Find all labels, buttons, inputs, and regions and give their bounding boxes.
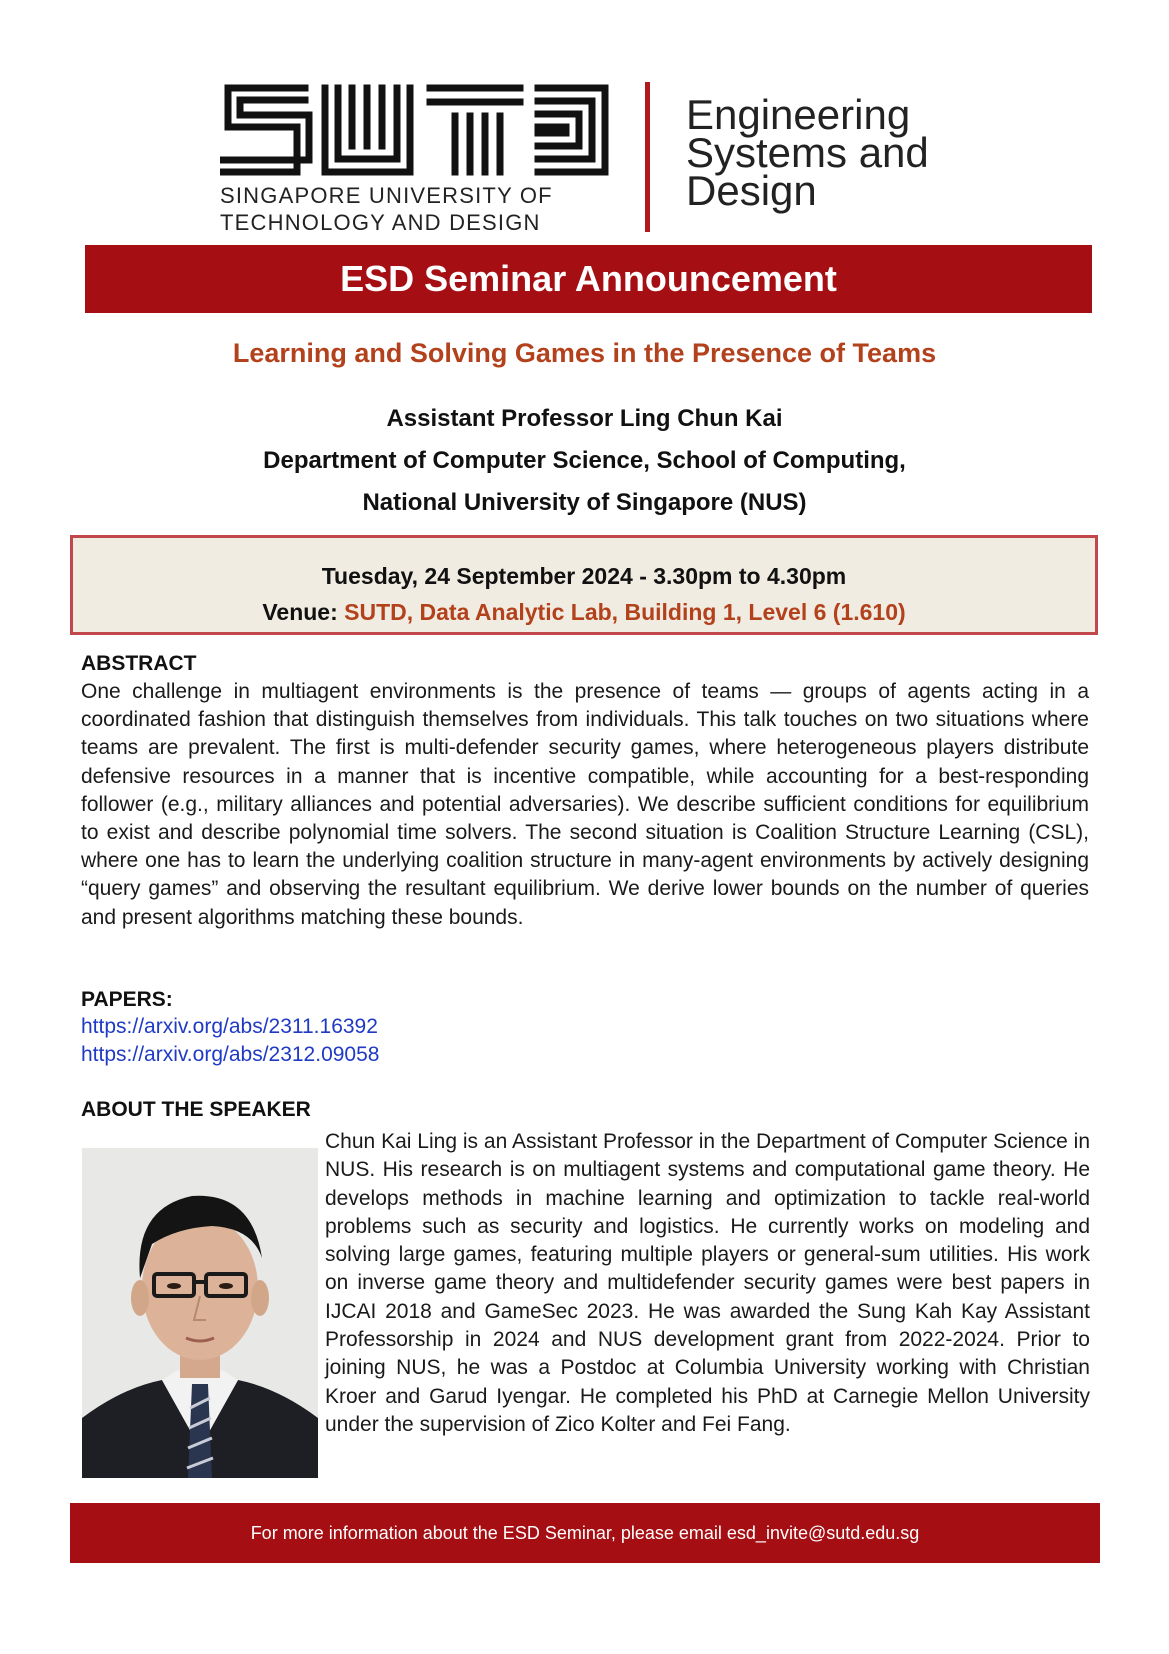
sutd-logo-mark bbox=[220, 80, 610, 180]
about-speaker-heading: ABOUT THE SPEAKER bbox=[81, 1098, 311, 1121]
speaker-bio: Chun Kai Ling is an Assistant Professor in the Department of Computer Science in NUS. His research is on multiagent systems and computational game theory. He develops methods in machine learning and optimization to tackle real-world problems such as security and logistics. He currently works on modeling and solving large games, featuring multiple players or general-sum utilities. His work on inverse game theory and multidefender security games were best papers in IJCAI 2018 and GameSec 2023. He was awarded the Sung Kah Kay Assistant Professorship in 2024 and NUS development grant from 2022-2024. Prior to joining NUS, he was a Postdoc at Columbia University working with Christian Kroer and Garud Iyengar. He completed his PhD at Carnegie Mellon University under the supervision of Zico Kolter and Fei Fang. bbox=[325, 1130, 1090, 1436]
abstract-text: One challenge in multiagent environments is the presence of teams — groups of agents acting in a coordinated fashion that distinguish themselves from individuals. This talk touches on two situations where teams are prevalent. The first is multi-defender security games, where heterogeneous players distribute defensive resources in a manner that is incentive compatible, while accounting for a best-responding follower (e.g., military alliances and potential adversaries). We describe sufficient conditions for equilibrium to exist and describe polynomial time solvers. The second situation is Coalition Structure Learning (CSL), where one has to learn the underlying coalition structure in many-agent environments by actively designing “query games” and observing the resultant equilibrium. We derive lower bounds on the number of queries and present algorithms matching these bounds. bbox=[81, 680, 1089, 929]
university-line-1: SINGAPORE UNIVERSITY OF bbox=[220, 183, 553, 208]
speaker-affiliation-1: Department of Computer Science, School of Computing, bbox=[263, 447, 906, 474]
abstract-heading: ABSTRACT bbox=[81, 652, 197, 675]
dept-line-1: Engineering bbox=[686, 91, 911, 138]
footer-banner: For more information about the ESD Seminar, please email esd_invite@sutd.edu.sg bbox=[70, 1503, 1100, 1563]
paper-link-2[interactable]: https://arxiv.org/abs/2312.09058 bbox=[81, 1043, 380, 1066]
page-header bbox=[0, 0, 1169, 240]
venue-label: Venue: bbox=[262, 599, 345, 625]
department-name bbox=[686, 91, 929, 214]
header-divider bbox=[645, 82, 650, 232]
speaker-name: Assistant Professor Ling Chun Kai bbox=[386, 405, 783, 432]
speaker-affiliation-2: National University of Singapore (NUS) bbox=[362, 489, 807, 516]
speaker-portrait-image bbox=[82, 1148, 318, 1478]
speaker-photo bbox=[82, 1148, 318, 1478]
seminar-datetime: Tuesday, 24 September 2024 - 3.30pm to 4.30pm bbox=[321, 563, 847, 589]
university-name bbox=[220, 182, 640, 236]
seminar-venue bbox=[73, 594, 1095, 630]
paper-link-1[interactable]: https://arxiv.org/abs/2311.16392 bbox=[81, 1015, 378, 1038]
talk-title: Learning and Solving Games in the Presence of Teams bbox=[232, 338, 937, 368]
seminar-banner: ESD Seminar Announcement bbox=[85, 245, 1092, 313]
papers-heading: PAPERS: bbox=[81, 988, 173, 1011]
venue-value: SUTD, Data Analytic Lab, Building 1, Level 6 (1.610) bbox=[344, 599, 906, 625]
university-line-2: TECHNOLOGY AND DESIGN bbox=[220, 210, 541, 235]
dept-line-2: Systems and bbox=[686, 129, 929, 176]
speaker-info bbox=[0, 398, 1169, 524]
dept-line-3: Design bbox=[686, 167, 817, 214]
schedule-box bbox=[70, 535, 1098, 635]
